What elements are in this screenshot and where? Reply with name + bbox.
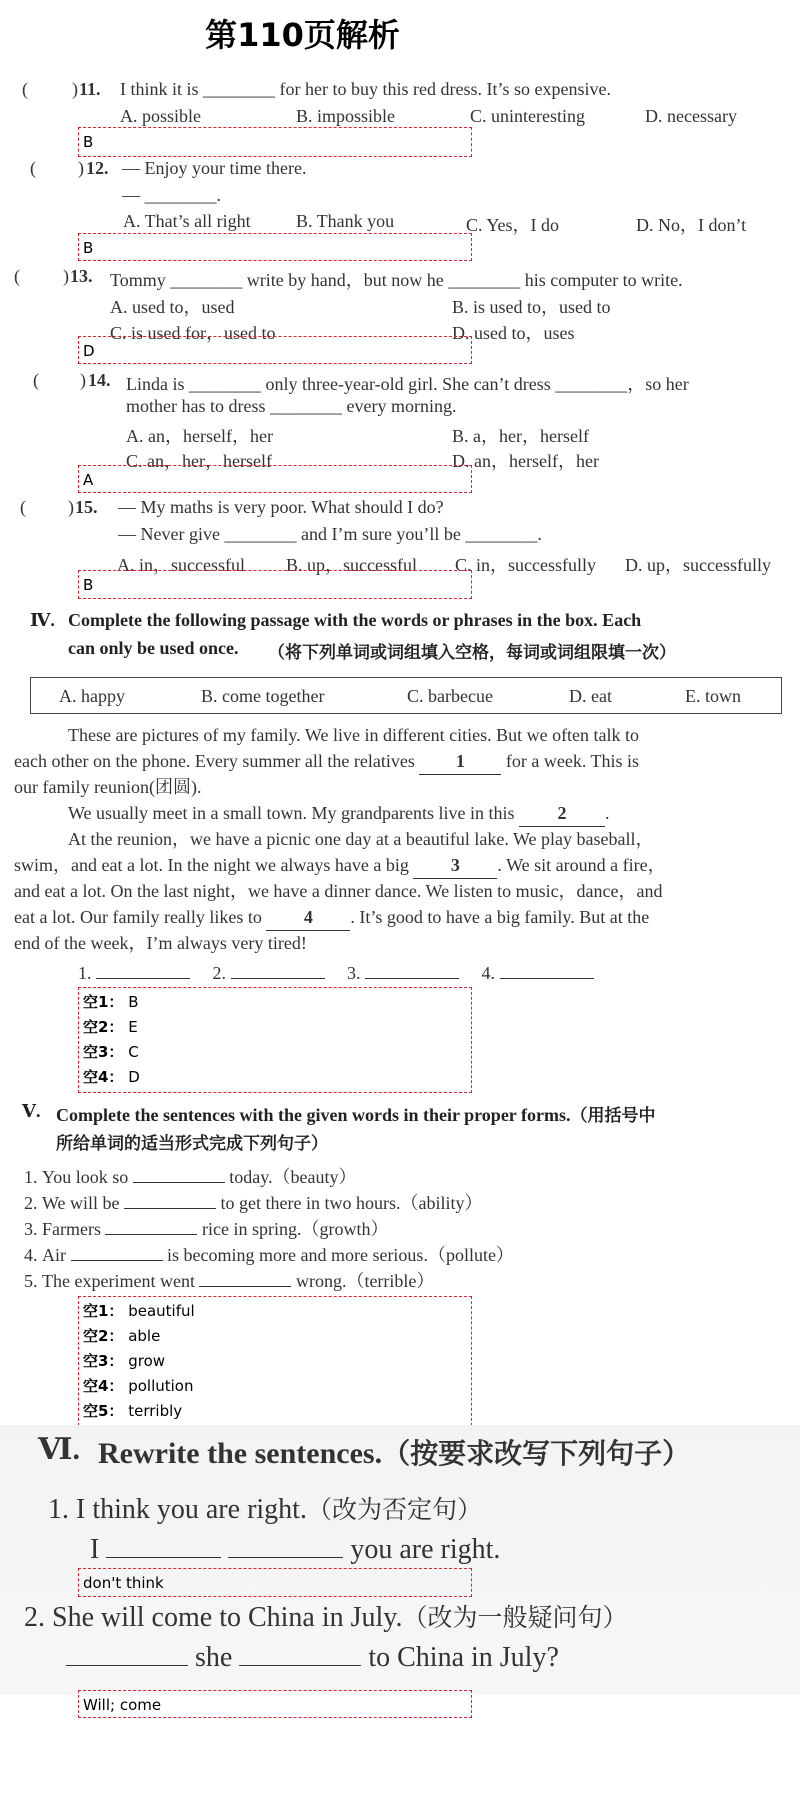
answer-value: B [83,576,94,594]
passage-line: our family reunion(团圆). [14,777,202,797]
word-option: D. eat [569,686,612,706]
answer-box [78,570,472,599]
answer-box: 空1： B 空2： E 空3： C 空4： D [78,987,472,1093]
section-heading-cn: （将下列单词或词组填入空格，每词或词组限填一次） [268,643,676,663]
blank-2: 2 [519,800,605,827]
blank-3: 3 [413,852,497,879]
answer-box: 空1： beautiful 空2： able 空3： grow 空4： pollution 空5： terribly [78,1296,472,1426]
answer-box [78,336,472,364]
rewrite-item: 2. She will come to China in July.（改为一般疑问句） [24,1602,628,1633]
sentence: 4. Air is becoming more and more serious.（pollute） [24,1245,514,1265]
option-a: A. possible [120,106,201,126]
sentence: 2. We will be to get there in two hours.（ability） [24,1193,483,1213]
blank-1: 1 [419,748,501,775]
passage-line: These are pictures of my family. We live in different cities. But we often talk to [68,725,640,745]
question-stem: I think it is ________ for her to buy this red dress. It’s so expensive. [120,79,611,99]
answer-paren: ( [33,370,39,390]
sentence: 3. Farmers rice in spring.（growth） [24,1219,389,1239]
option-c: C. uninteresting [470,106,585,126]
answer-paren-close: ) [63,266,69,286]
option-c: C. in，successfully [455,555,596,575]
option-d: D. an，herself，her [452,451,599,471]
option-b: B. a，her，herself [452,426,589,446]
answer-box [78,465,472,493]
fill-line: 1. 2. 3. 4. [78,960,594,986]
section-heading: Complete the following passage with the words or phrases in the box. Each [68,610,642,630]
question-number: 12. [86,158,109,178]
answer-paren-close: ) [68,497,74,517]
passage-line: end of the week，I’m always very tired! [14,933,307,953]
section-number: Ⅴ. [22,1101,41,1121]
passage-line: swim，and eat a lot. In the night we always have a big 3 . We sit around a fire， [14,852,666,879]
word-option: C. barbecue [407,686,493,706]
option-b: B. up，successful [286,555,417,575]
question-number: 13. [70,266,93,286]
option-a: A. That’s all right [123,211,251,231]
question-stem-line2: mother has to dress ________ every morning. [126,396,457,416]
section-heading-line2: can only be used once. [68,638,239,658]
answer-paren: ( [30,158,36,178]
rewrite-item: 1. I think you are right.（改为否定句） [48,1494,482,1525]
word-option: E. town [685,686,741,706]
option-c: C. is used for，used to [110,323,276,343]
question-stem: — My maths is very poor. What should I do? [118,497,444,517]
option-a: A. used to，used [110,297,235,317]
option-d: D. No，I don’t [636,215,747,235]
option-a: A. an，herself，her [126,426,273,446]
section-number: Ⅵ. [38,1433,80,1466]
question-number: 15. [75,497,98,517]
question-number: 11. [79,79,101,99]
option-a: A. in，successful [117,555,245,575]
answer-box [78,1568,472,1597]
answer-value: don't think [83,1574,164,1592]
word-option: B. come together [201,686,325,706]
sentence: 1. You look so today.（beauty） [24,1167,357,1187]
answer-value: D [83,342,95,360]
option-d: D. up，successfully [625,555,771,575]
question-stem: Linda is ________ only three-year-old girl. She can’t dress ________，so her [126,374,689,394]
section-number: Ⅳ. [30,610,55,630]
answer-paren: ( [14,266,20,286]
answer-paren-close: ) [80,370,86,390]
option-b: B. impossible [296,106,396,126]
question-number: 14. [88,370,111,390]
option-c: C. Yes，I do [466,215,560,235]
answer-paren-close: ) [72,79,78,99]
option-b: B. Thank you [296,211,395,231]
option-b: B. is used to，used to [452,297,611,317]
passage-line: and eat a lot. On the last night，we have a dinner dance. We listen to music，dance，and [14,881,663,901]
blank-4: 4 [266,904,350,931]
word-option: A. happy [59,686,125,706]
question-stem-line2: — Never give ________ and I’m sure you’ll be ________. [118,524,542,544]
passage-line: At the reunion，we have a picnic one day at a beautiful lake. We play baseball， [68,829,654,849]
rewrite-line: she to China in July? [66,1642,559,1674]
question-stem-line2: — ________. [122,185,221,205]
section-heading: Rewrite the sentences.（按要求改写下列句子） [98,1437,691,1470]
question-stem: — Enjoy your time there. [122,158,307,178]
rewrite-line: I you are right. [90,1534,501,1565]
option-d: D. necessary [645,106,737,126]
option-c: C. an，her，herself [126,451,272,471]
passage-line: each other on the phone. Every summer all the relatives 1 for a week. This is [14,748,639,775]
sentence: 5. The experiment went wrong.（terrible） [24,1271,435,1291]
question-stem: Tommy ________ write by hand，but now he ________ his computer to write. [110,270,683,290]
passage-line: eat a lot. Our family really likes to 4 . It’s good to have a big family. But at the [14,904,649,931]
answer-box [78,127,472,157]
word-box [30,677,782,714]
answer-box [78,1690,472,1718]
passage-line: We usually meet in a small town. My grandparents live in this 2 . [68,800,609,827]
answer-paren: ( [22,79,28,99]
section-heading-line2: 所给单词的适当形式完成下列句子） [56,1134,328,1154]
answer-value: A [83,471,94,489]
page-title: 第110页解析 [205,16,400,54]
answer-value: B [83,133,94,151]
answer-value: Will; come [83,1696,162,1714]
option-d: D. used to，uses [452,323,575,343]
answer-paren-close: ) [78,158,84,178]
answer-box [78,233,472,261]
answer-value: B [83,239,94,257]
section-heading: Complete the sentences with the given words in their proper forms.（用括号中 [56,1105,656,1126]
answer-paren: ( [20,497,26,517]
